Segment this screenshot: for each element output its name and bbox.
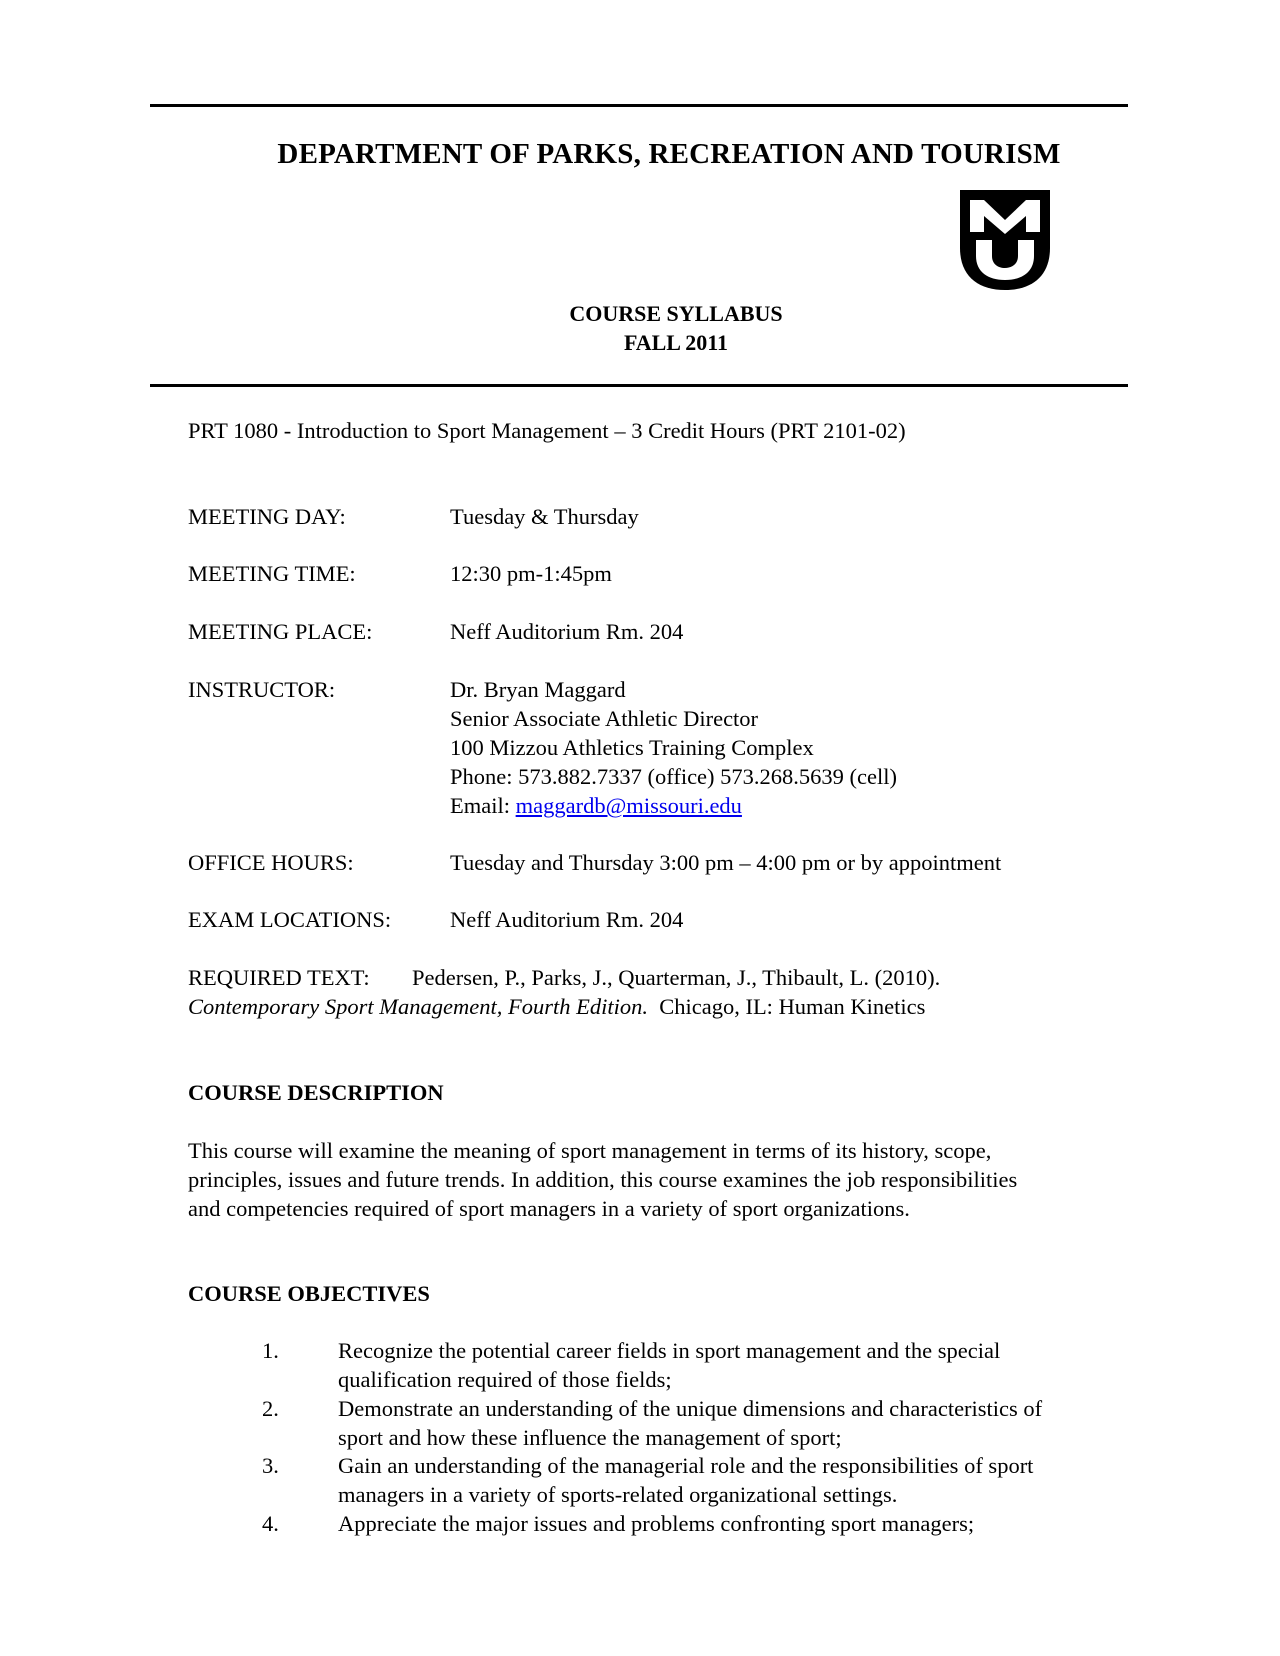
- course-objectives-heading: COURSE OBJECTIVES: [188, 1281, 430, 1306]
- required-text-book: [188, 992, 925, 1021]
- description-line: This course will examine the meaning of sport management in terms of its history, scope,: [188, 1138, 992, 1163]
- meeting-time: 12:30 pm-1:45pm: [450, 561, 612, 586]
- mu-logo: [958, 188, 1052, 292]
- objective-number: 2.: [262, 1396, 279, 1421]
- course-line: PRT 1080 - Introduction to Sport Management – 3 Credit Hours (PRT 2101-02): [188, 418, 906, 443]
- objective-number: 3.: [262, 1453, 279, 1478]
- objective-line: Gain an understanding of the managerial role and the responsibilities of sport: [338, 1453, 1034, 1478]
- meeting-place: Neff Auditorium Rm. 204: [450, 619, 684, 644]
- required-text-label: REQUIRED TEXT:: [188, 965, 370, 990]
- semester: FALL 2011: [623, 330, 729, 355]
- instructor-email-link[interactable]: maggardb@missouri.edu: [515, 793, 742, 818]
- meeting-day-label: MEETING DAY:: [188, 504, 346, 529]
- email-prefix: Email:: [450, 793, 516, 818]
- objective-line: Demonstrate an understanding of the unique dimensions and characteristics of: [338, 1396, 1043, 1421]
- instructor-phone: Phone: 573.882.7337 (office) 573.268.5639 (cell): [450, 764, 898, 789]
- description-line: and competencies required of sport managers in a variety of sport organizations.: [188, 1196, 910, 1221]
- header-top-rule: [150, 104, 1128, 107]
- objective-line: sport and how these influence the management of sport;: [338, 1425, 842, 1450]
- objective-number: 4.: [262, 1511, 279, 1536]
- instructor-address: 100 Mizzou Athletics Training Complex: [450, 735, 814, 760]
- objective-item: [338, 1394, 1138, 1452]
- objective-line: Recognize the potential career fields in sport management and the special: [338, 1338, 1001, 1363]
- course-description-heading: COURSE DESCRIPTION: [188, 1080, 444, 1105]
- objective-number: 1.: [262, 1338, 279, 1363]
- department-title: DEPARTMENT OF PARKS, RECREATION AND TOURISM: [277, 138, 1061, 170]
- course-description-text: [188, 1136, 1148, 1223]
- instructor-name: Dr. Bryan Maggard: [450, 677, 626, 702]
- objective-line: Appreciate the major issues and problems confronting sport managers;: [338, 1511, 975, 1536]
- office-hours-label: OFFICE HOURS:: [188, 850, 354, 875]
- instructor-info: [450, 675, 897, 820]
- instructor-label: INSTRUCTOR:: [188, 677, 336, 702]
- meeting-place-label: MEETING PLACE:: [188, 619, 373, 644]
- book-title: Contemporary Sport Management, Fourth Edition.: [188, 994, 648, 1019]
- meeting-day: Tuesday & Thursday: [450, 504, 639, 529]
- instructor-email-line: [450, 791, 897, 820]
- objective-line: qualification required of those fields;: [338, 1367, 672, 1392]
- book-publisher: Chicago, IL: Human Kinetics: [659, 994, 926, 1019]
- required-text-authors: Pedersen, P., Parks, J., Quarterman, J., Thibault, L. (2010).: [412, 965, 941, 990]
- objective-item: [338, 1336, 1138, 1394]
- exam-locations: Neff Auditorium Rm. 204: [450, 907, 684, 932]
- meeting-time-label: MEETING TIME:: [188, 561, 356, 586]
- exam-locations-label: EXAM LOCATIONS:: [188, 907, 392, 932]
- objective-item: [338, 1451, 1138, 1509]
- instructor-title: Senior Associate Athletic Director: [450, 706, 759, 731]
- syllabus-title: COURSE SYLLABUS: [569, 301, 783, 326]
- objective-item: [338, 1509, 1138, 1538]
- header-bottom-rule: [150, 384, 1128, 387]
- description-line: principles, issues and future trends. In addition, this course examines the job responsibilities: [188, 1167, 1018, 1192]
- objective-line: managers in a variety of sports-related organizational settings.: [338, 1482, 898, 1507]
- office-hours: Tuesday and Thursday 3:00 pm – 4:00 pm or by appointment: [450, 850, 1002, 875]
